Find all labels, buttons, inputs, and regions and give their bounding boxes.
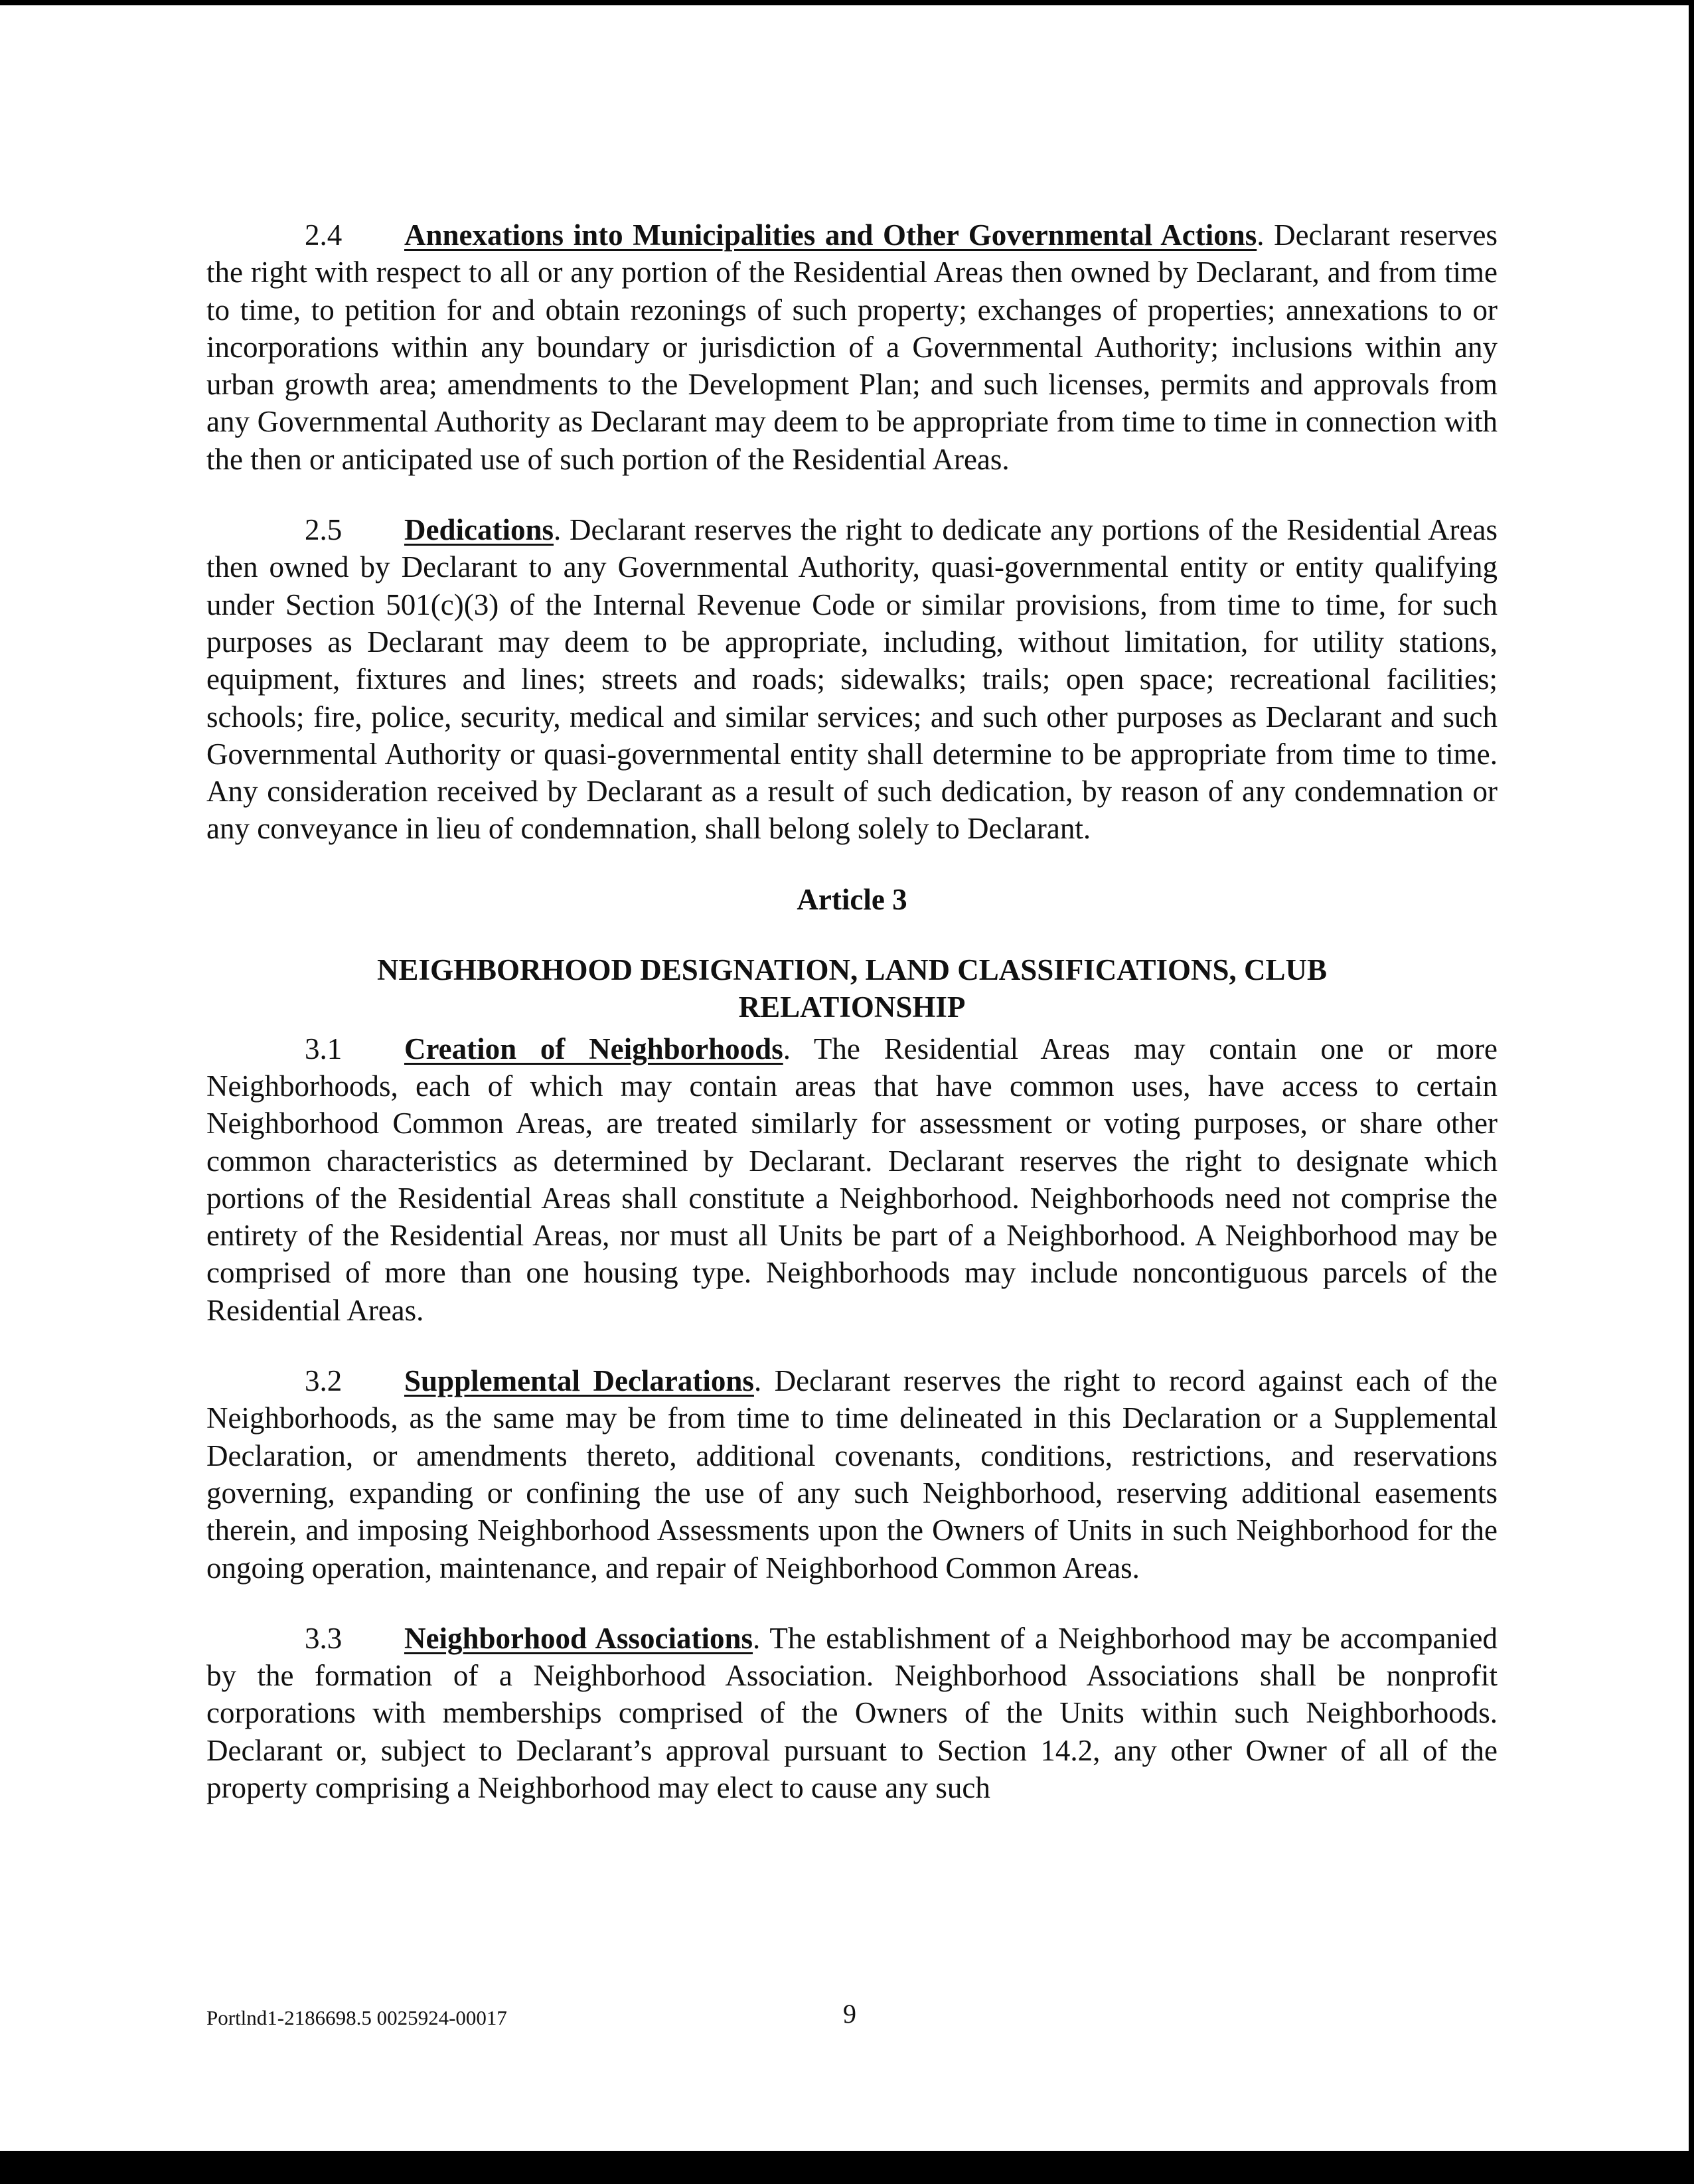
- section-2-5: [206, 511, 1498, 848]
- section-body: . Declarant reserves the right to dedicate any portions of the Residential Areas then owned by Declarant to any Governmental Authority, quasi-governmental entity or entity qualifying under Section 501(c)(3) of the Internal Revenue Code or similar provisions, from time to time, for such purposes as Declarant may deem to be appropriate, including, without limitation, for utility stations, equipment, fixtures and lines; streets and roads; sidewalks; trails; open space; recreational facilities; schools; fire, police, security, medical and similar services; and such other purposes as Declarant and such Governmental Authority or quasi-governmental entity shall determine to be appropriate from time to time. Any consideration received by Declarant as a result of such dedication, by reason of any condemnation or any conveyance in lieu of condemnation, shall belong solely to Declarant.: [206, 513, 1498, 846]
- section-3-3: [206, 1620, 1498, 1806]
- article-title: Article 3: [797, 882, 907, 916]
- scan-border-right: [1689, 0, 1694, 2184]
- footer-document-id: Portlnd1-2186698.5 0025924-00017: [206, 2006, 507, 2029]
- section-number: 3.3: [305, 1621, 343, 1655]
- section-3-1: [206, 1030, 1498, 1329]
- scan-border-bottom: [0, 2151, 1694, 2184]
- section-body: . Declarant reserves the right to record against each of the Neighborhoods, as the same may be from time to time delineated in this Declaration or a Supplemental Declaration, or amendments thereto, additional covenants, conditions, restrictions, and reservations governing, expanding or confining the use of any such Neighborhood, reserving additional easements therein, and imposing Neighborhood Assessments upon the Owners of Units in such Neighborhood for the ongoing operation, maintenance, and repair of Neighborhood Common Areas.: [206, 1364, 1498, 1585]
- section-body: . The Residential Areas may contain one or more Neighborhoods, each of which may contain areas that have common uses, have access to certain Neighborhood Common Areas, are treated similarly for assessment or voting purposes, or share other common characteristics as determined by Declarant. Declarant reserves the right to designate which portions of the Residential Areas shall constitute a Neighborhood. Neighborhoods need not comprise the entirety of the Residential Areas, nor must all Units be part of a Neighborhood. A Neighborhood may be comprised of more than one housing type. Neighborhoods may include noncontiguous parcels of the Residential Areas.: [206, 1032, 1498, 1327]
- section-heading: Neighborhood Associations: [404, 1621, 753, 1655]
- page-number: 9: [843, 1999, 856, 2029]
- section-body: . Declarant reserves the right with respect to all or any portion of the Residential Areas then owned by Declarant, and from time to time, to petition for and obtain rezonings of such property; exchanges of properties; annexations to or incorporations within any boundary or jurisdiction of a Governmental Authority; inclusions within any urban growth area; amendments to the Development Plan; and such licenses, permits and approvals from any Governmental Authority as Declarant may deem to be appropriate from time to time in connection with the then or anticipated use of such portion of the Residential Areas.: [206, 218, 1498, 476]
- section-heading: Annexations into Municipalities and Other Governmental Actions: [404, 218, 1257, 252]
- section-number: 2.5: [305, 513, 343, 547]
- section-heading: Supplemental Declarations: [404, 1364, 754, 1398]
- section-body: . The establishment of a Neighborhood may be accompanied by the formation of a Neighborhood Association. Neighborhood Associations shall be nonprofit corporations with memberships comprised of the Owners of the Units within such Neighborhoods. Declarant or, subject to Declarant’s approval pursuant to Section 14.2, any other Owner of all of the property comprising a Neighborhood may elect to cause any such: [206, 1621, 1498, 1804]
- section-3-2: [206, 1362, 1498, 1587]
- scan-border-top: [0, 0, 1694, 5]
- section-heading: Dedications: [404, 513, 554, 547]
- section-heading: Creation of Neighborhoods: [404, 1032, 783, 1065]
- section-number: 3.2: [305, 1364, 343, 1398]
- section-number: 3.1: [305, 1032, 343, 1065]
- section-2-4: [206, 216, 1498, 478]
- section-number: 2.4: [305, 218, 343, 252]
- article-subtitle: NEIGHBORHOOD DESIGNATION, LAND CLASSIFICATIONS, CLUB RELATIONSHIP: [376, 953, 1328, 1024]
- document-body: [206, 216, 1498, 1839]
